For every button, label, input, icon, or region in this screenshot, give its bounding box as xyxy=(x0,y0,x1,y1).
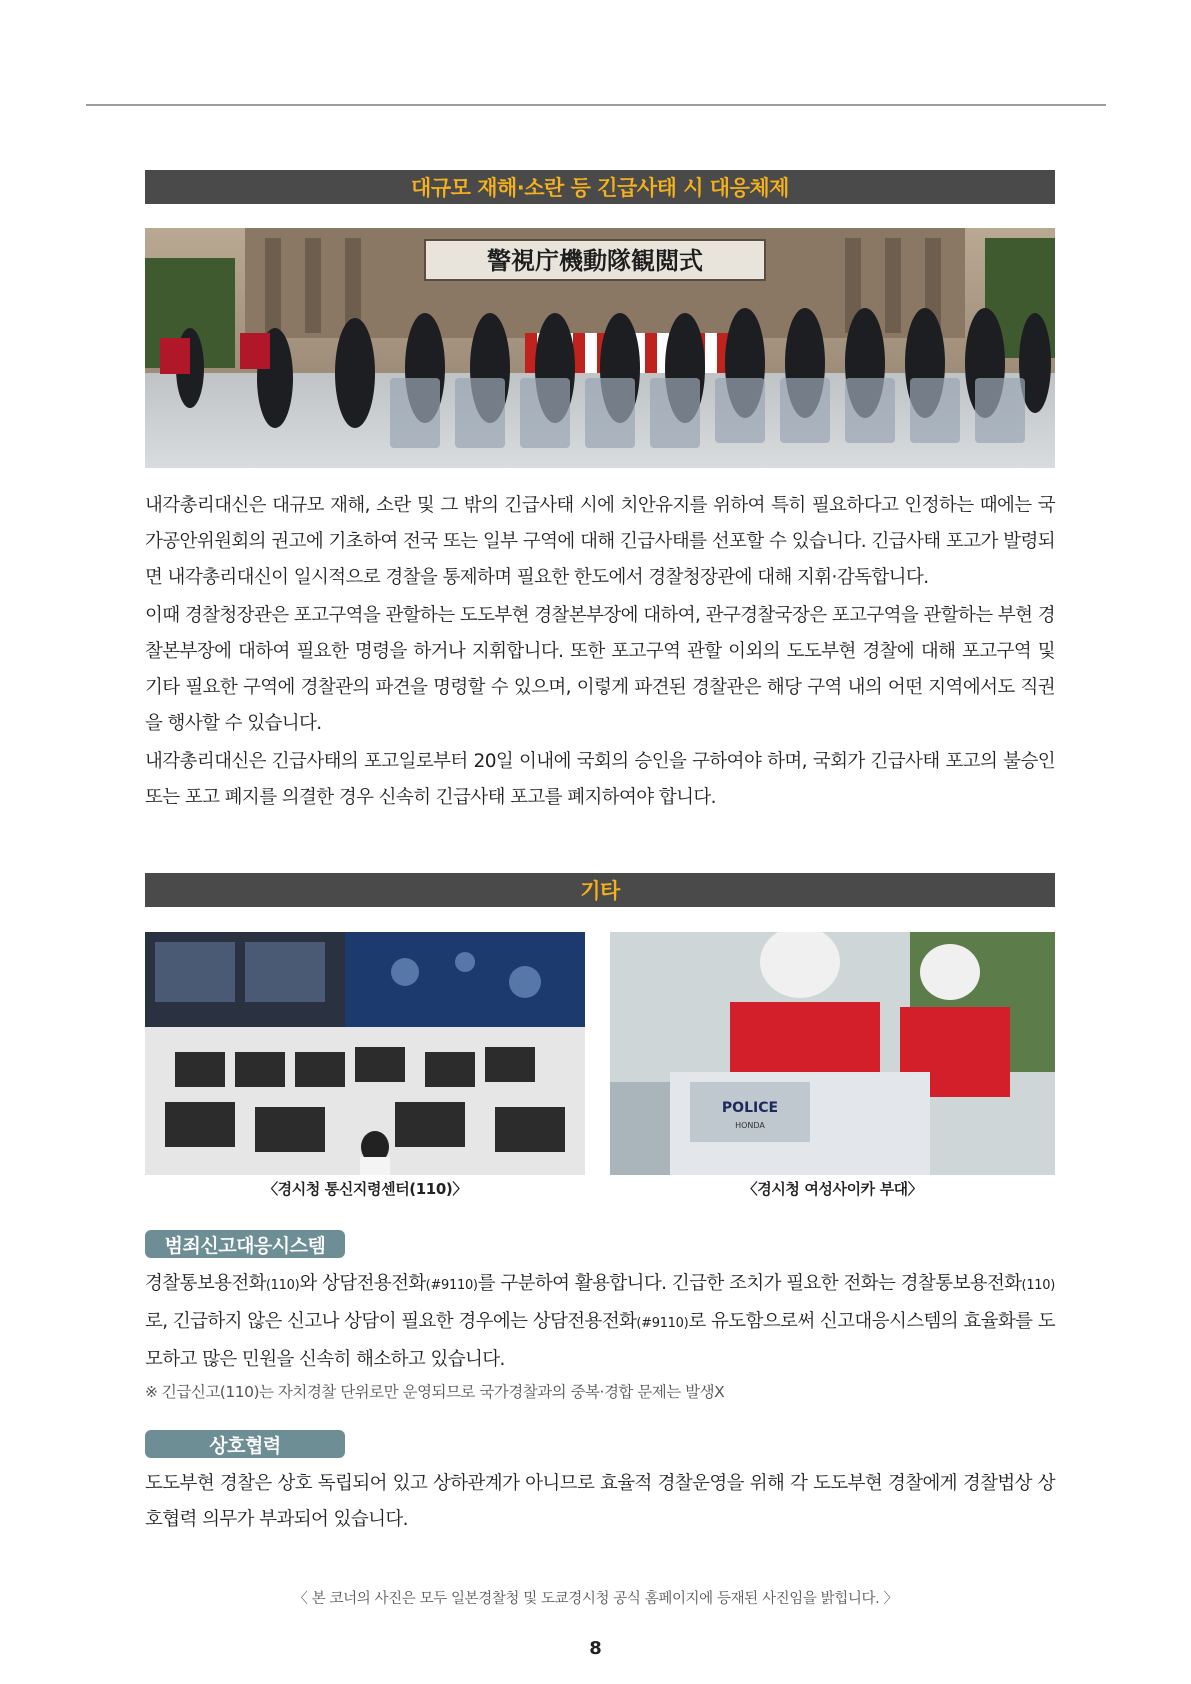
report-text-7: 로, 긴급하지 않은 신고나 상담이 필요한 경우에는 상담전용전화 xyxy=(145,1311,637,1332)
report-text-5: 를 구분하여 활용합니다. 긴급한 조치가 필요한 전화는 경찰통보용전화 xyxy=(477,1273,1022,1294)
cooperation-label: 상호협력 xyxy=(209,1434,281,1457)
section-title-other-text: 기타 xyxy=(580,879,620,903)
report-system-body xyxy=(145,1266,1055,1380)
section-title-emergency xyxy=(145,170,1055,204)
cooperation-body xyxy=(145,1466,1055,1540)
top-divider xyxy=(86,104,1106,106)
report-text-2: (110) xyxy=(265,1278,300,1293)
emergency-paragraph-3: 내각총리대신은 긴급사태의 포고일로부터 20일 이내에 국회의 승인을 구하여야 하며, 국회가 긴급사태 포고의 불승인 또는 포고 폐지를 의결한 경우 신속히 긴급사태 포고를 폐지하여야 합니다. xyxy=(145,751,1055,808)
report-system-note: ※ 긴급신고(110)는 자치경찰 단위로만 운영되므로 국가경찰과의 중복·경합 문제는 발생X xyxy=(145,1383,725,1401)
section-title-emergency-text: 대규모 재해·소란 등 긴급사태 시 대응체제 xyxy=(411,176,789,200)
emergency-paragraph-1: 내각총리대신은 대규모 재해, 소란 및 그 밖의 긴급사태 시에 치안유지를 위하여 특히 필요하다고 인정하는 때에는 국가공안위원회의 권고에 기초하여 전국 또는 일부 구역에 대해 긴급사태를 선포할 수 있습니다. 긴급사태 포고가 발령되면 내각총리대신이 일시적으로 경찰을 통제하며 필요한 한도에서 경찰청장관에 대해 지휘·감독합니다. xyxy=(145,495,1055,588)
page-number: 8 xyxy=(589,1638,602,1659)
subsection-label-cooperation xyxy=(145,1430,345,1458)
report-text-8: (#9110) xyxy=(636,1316,689,1331)
report-system-label: 범죄신고대응시스템 xyxy=(164,1234,326,1257)
photo-source-note: 〈 본 코너의 사진은 모두 일본경찰청 및 도쿄경시청 공식 홈페이지에 등재된 사진임을 밝힙니다. 〉 xyxy=(293,1591,898,1607)
cooperation-paragraph: 도도부현 경찰은 상호 독립되어 있고 상하관계가 아니므로 효율적 경찰운영을 위해 각 도도부현 경찰에게 경찰법상 상호협력 의무가 부과되어 있습니다. xyxy=(145,1473,1055,1530)
section-title-other xyxy=(145,873,1055,907)
command-center-caption: 〈경시청 통신지령센터(110)〉 xyxy=(263,1180,467,1198)
command-center-photo xyxy=(145,932,585,1175)
subsection-label-report-system xyxy=(145,1230,345,1258)
motorcycle-unit-caption: 〈경시청 여성사이카 부대〉 xyxy=(742,1180,923,1198)
parade-banner-text: 警視庁機動隊観閲式 xyxy=(487,246,703,275)
report-text-3: 와 상담전용전화 xyxy=(299,1273,426,1294)
emergency-body xyxy=(145,488,1055,818)
honda-lettering: HONDA xyxy=(735,1121,765,1130)
report-text-9: 로 유도함으로써 신고대응시스템의 효율화를 도모하고 많은 민원을 신속히 해소하고 있습니다. xyxy=(145,1311,1055,1370)
report-text-6: (110) xyxy=(1021,1278,1056,1293)
police-lettering: POLICE xyxy=(721,1100,779,1116)
female-motorcycle-unit-photo xyxy=(610,932,1055,1175)
report-text-1: 경찰통보용전화 xyxy=(145,1273,266,1294)
riot-police-parade-photo xyxy=(145,228,1055,468)
report-text-4: (#9110) xyxy=(425,1278,478,1293)
emergency-paragraph-2: 이때 경찰청장관은 포고구역을 관할하는 도도부현 경찰본부장에 대하여, 관구경찰국장은 포고구역을 관할하는 부현 경찰본부장에 대하여 필요한 명령을 하거나 지휘합니다. 또한 포고구역 관할 이외의 도도부현 경찰에 대해 포고구역 및 기타 필요한 구역에 경찰관의 파견을 명령할 수 있으며, 이렇게 파견된 경찰관은 해당 구역 내의 어떤 지역에서도 직권을 행사할 수 있습니다. xyxy=(145,605,1055,734)
